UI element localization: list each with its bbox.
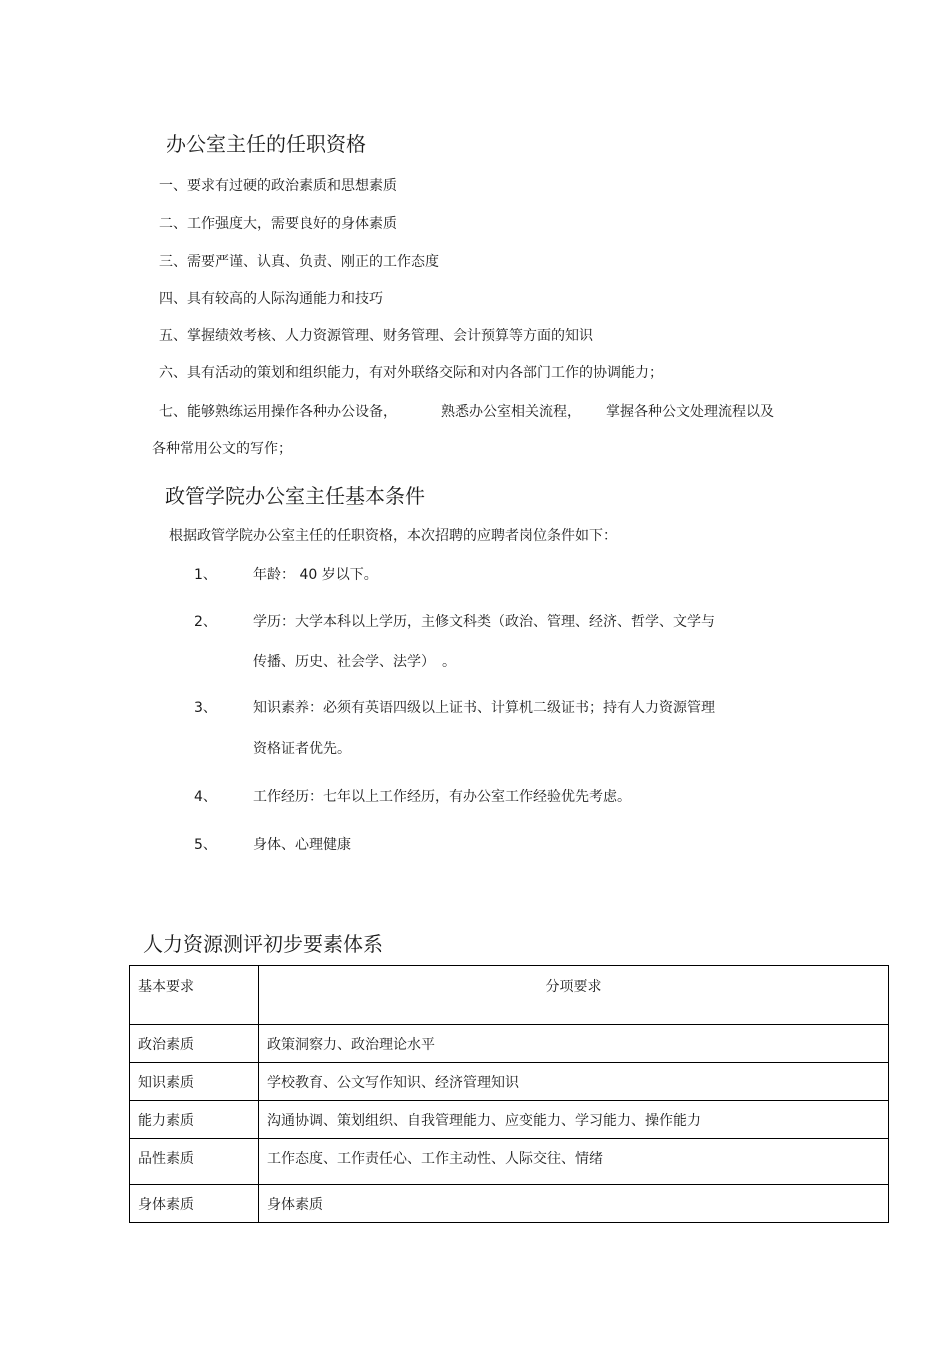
qualification-item: 三、需要严谨、认真、负责、刚正的工作态度	[159, 254, 439, 270]
condition-text: 工作经历：七年以上工作经历，有办公室工作经验优先考虑。	[253, 789, 631, 805]
table-row	[130, 1063, 889, 1101]
table-header-row	[130, 966, 889, 1025]
qualification-item-7-part3: 掌握各种公文处理流程以及	[606, 404, 774, 420]
qualification-item-7-cont: 各种常用公文的写作；	[152, 441, 292, 457]
table-cell: 工作态度、工作责任心、工作主动性、人际交往、情绪	[259, 1139, 889, 1185]
table-header-cell: 基本要求	[130, 966, 259, 1025]
section-title-conditions: 政管学院办公室主任基本条件	[165, 484, 425, 508]
condition-text-cont: 传播、历史、社会学、法学） 。	[253, 654, 456, 670]
table-row	[130, 1185, 889, 1223]
condition-text: 知识素养：必须有英语四级以上证书、计算机二级证书；持有人力资源管理	[253, 700, 715, 716]
evaluation-table	[129, 965, 889, 1223]
table-cell: 学校教育、公文写作知识、经济管理知识	[259, 1063, 889, 1101]
condition-number: 5、	[194, 837, 217, 853]
table-cell: 政策洞察力、政治理论水平	[259, 1025, 889, 1063]
qualification-item-7-part2: 熟悉办公室相关流程，	[441, 404, 581, 420]
table-cell: 品性素质	[130, 1139, 259, 1185]
table-cell: 沟通协调、策划组织、自我管理能力、应变能力、学习能力、操作能力	[259, 1101, 889, 1139]
condition-number: 1、	[194, 567, 217, 583]
conditions-intro: 根据政管学院办公室主任的任职资格，本次招聘的应聘者岗位条件如下：	[169, 528, 617, 544]
qualification-item: 六、具有活动的策划和组织能力，有对外联络交际和对内各部门工作的协调能力；	[159, 365, 663, 381]
section-title-qualifications: 办公室主任的任职资格	[166, 132, 366, 156]
qualification-item: 四、具有较高的人际沟通能力和技巧	[159, 291, 383, 307]
qualification-item: 二、工作强度大，需要良好的身体素质	[159, 216, 397, 232]
table-cell: 知识素质	[130, 1063, 259, 1101]
condition-number: 2、	[194, 614, 217, 630]
table-cell: 身体素质	[130, 1185, 259, 1223]
table-cell: 政治素质	[130, 1025, 259, 1063]
table-header-cell: 分项要求	[259, 966, 889, 1025]
qualification-item: 五、掌握绩效考核、人力资源管理、财务管理、会计预算等方面的知识	[159, 328, 593, 344]
qualification-item-7-part1: 七、能够熟练运用操作各种办公设备，	[159, 404, 397, 420]
condition-number: 4、	[194, 789, 217, 805]
table-cell: 身体素质	[259, 1185, 889, 1223]
condition-text: 年龄： 40 岁以下。	[253, 567, 378, 583]
condition-number: 3、	[194, 700, 217, 716]
condition-text: 学历：大学本科以上学历，主修文科类（政治、管理、经济、哲学、文学与	[253, 614, 715, 630]
table-cell: 能力素质	[130, 1101, 259, 1139]
qualification-item: 一、要求有过硬的政治素质和思想素质	[159, 178, 397, 194]
condition-text-cont: 资格证者优先。	[253, 741, 351, 757]
table-row	[130, 1025, 889, 1063]
table-row	[130, 1139, 889, 1185]
condition-text: 身体、心理健康	[253, 837, 351, 853]
section-title-evaluation: 人力资源测评初步要素体系	[143, 932, 383, 956]
table-row	[130, 1101, 889, 1139]
